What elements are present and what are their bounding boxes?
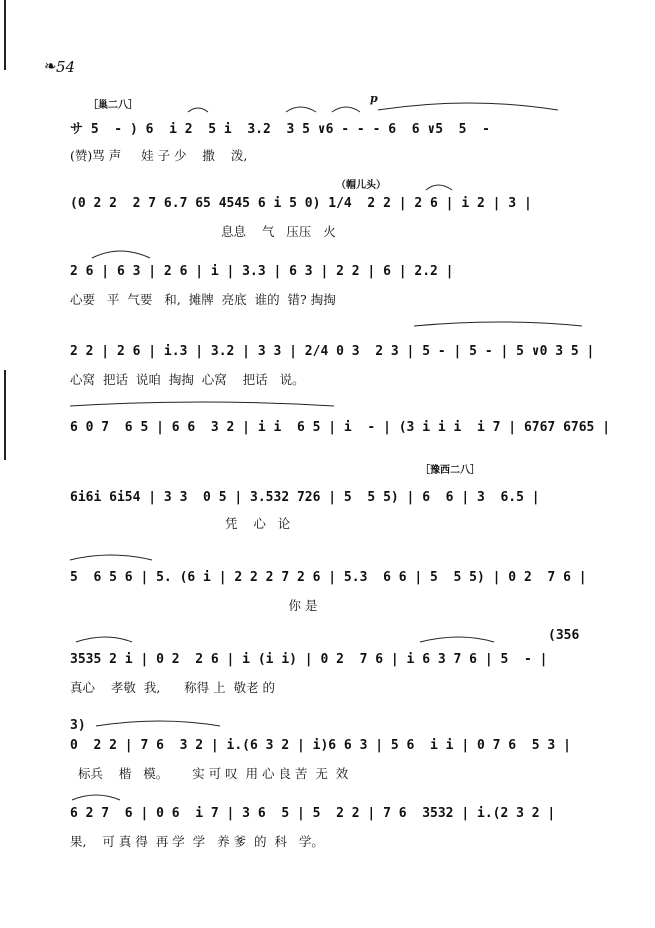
section-label-yuxi: ［豫西二八］: [420, 465, 480, 476]
lyric-row-9: 标兵 楷 模。 实 可 叹 用 心 良 苦 无 效: [70, 766, 349, 781]
page-number: 54: [56, 58, 76, 76]
music-row-1: サ 5 - ) 6 i 2 5 i 3.2 3 5 ∨6 - - - 6 6 ∨5 5 -: [70, 122, 490, 137]
tail-notes: (356: [548, 628, 580, 643]
lyric-row-3: 心要 平 气要 和, 摊牌 亮底 谁的 错? 掏掏: [70, 292, 336, 307]
lyric-row-6: 凭 心 论: [70, 516, 291, 531]
page-edge-line: [4, 0, 6, 70]
lyric-row-7: 你 是: [70, 598, 318, 613]
section-label-maoertou: （帽儿头）: [336, 180, 386, 191]
dynamic-mark: p: [370, 92, 378, 105]
music-row-2: (0 2 2 2 7 6.7 65 4545 6 i 5 0) 1/4 2 2 | 2 6 | i 2 | 3 |: [70, 196, 532, 211]
lyric-row-10: 果, 可 真 得 再 学 学 养 爹 的 科 学。: [70, 834, 324, 849]
page-marker-icon: ❧: [44, 57, 57, 75]
music-row-7: 5 6 5 6 | 5. (6 i | 2 2 2 7 2 6 | 5.3 6 6 | 5 5 5) | 0 2 7 6 |: [70, 570, 587, 585]
lyric-row-4: 心窝 把话 说咱 掏掏 心窝 把话 说。: [70, 372, 305, 387]
tail-notes-end: 3): [70, 718, 86, 733]
music-row-4: 2 2 | 2 6 | i.3 | 3.2 | 3 3 | 2/4 0 3 2 3 | 5 - | 5 - | 5 ∨0 3 5 |: [70, 344, 595, 359]
section-label-chao: ［巢二八］: [88, 100, 138, 111]
lyric-row-8: 真心 孝敬 我, 称得 上 敬老 的: [70, 680, 276, 695]
music-row-10: 6 2 7 6 | 0 6 i 7 | 3 6 5 | 5 2 2 | 7 6 3532 | i.(2 3 2 |: [70, 806, 556, 821]
music-row-6: 6i6i 6i54 | 3 3 0 5 | 3.532 726 | 5 5 5) | 6 6 | 3 6.5 |: [70, 490, 540, 505]
music-row-5: 6 0 7 6 5 | 6 6 3 2 | i i 6 5 | i - | (3 i i i i 7 | 6767 6765 |: [70, 420, 611, 435]
music-row-9: 0 2 2 | 7 6 3 2 | i.(6 3 2 | i)6 6 3 | 5 6 i i | 0 7 6 5 3 |: [70, 738, 571, 753]
music-row-8: 3535 2 i | 0 2 2 6 | i (i i) | 0 2 7 6 | i 6 3 7 6 | 5 - |: [70, 652, 548, 667]
page-edge-line-lower: [4, 370, 6, 460]
music-row-3: 2 6 | 6 3 | 2 6 | i | 3.3 | 6 3 | 2 2 | 6 | 2.2 |: [70, 264, 454, 279]
lyric-row-1: (赞)骂 声 娃 子 少 撒 泼,: [70, 148, 248, 163]
lyric-row-2: 息息 气 压压 火: [70, 224, 336, 239]
lyric-row-5: [70, 446, 590, 464]
